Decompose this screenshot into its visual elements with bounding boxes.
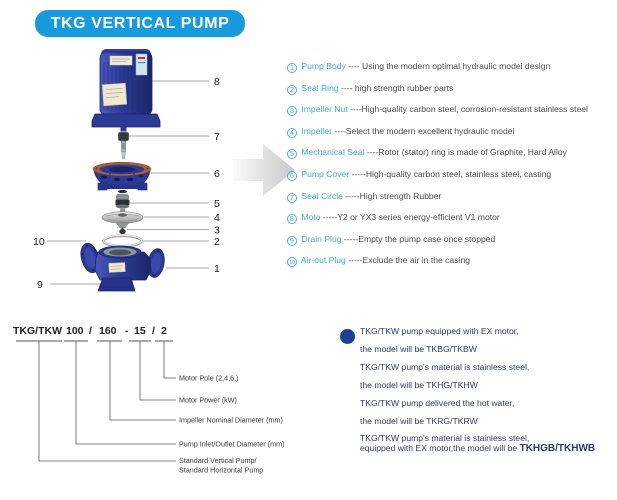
part-number-badge: 4 <box>287 128 297 138</box>
note-line: TKG/TKW pump delivered the hot water, <box>360 398 515 408</box>
motor-nameplate-front <box>102 83 126 106</box>
label-inlet-outlet: Pump Inlet/Outlet Diameter (mm) <box>179 439 285 449</box>
list-item: 7 Seal Circle -----High strength Rubber <box>287 191 615 203</box>
note-line: the model will be TKHG/TKHW <box>360 380 478 390</box>
list-item: 1 Pump Body ---- Using the modern optimal hydraulic model design <box>287 61 615 73</box>
callout-9: 9 <box>37 279 43 291</box>
pump-body-illustration <box>78 241 166 291</box>
part-number-badge: 8 <box>287 214 297 224</box>
callout-3: 3 <box>214 224 220 237</box>
model-impeller-diameter: 160 <box>99 325 117 337</box>
part-number-badge: 5 <box>287 149 297 159</box>
note-line: the model will be TKRG/TKRW <box>360 416 478 426</box>
seal-ring-illustration <box>104 235 142 246</box>
label-standard-horizontal: Standard Horizontal Pump <box>179 465 264 475</box>
callout-4: 4 <box>214 212 220 224</box>
code-connector-lines <box>39 341 176 461</box>
label-standard-vertical: Standard Vertical Pump/ <box>179 456 257 465</box>
highlight-model-code: TKHGB/TKHWB <box>519 443 596 454</box>
model-variant-notes <box>360 326 610 455</box>
note-line: TKG/TKW pump's material is stainless steel, <box>360 362 530 372</box>
list-item: 6 Pump Cover -----High-quality carbon steel, stainless steel, casting <box>287 169 615 181</box>
list-item: 2 Seal Ring ---- high strength rubber parts <box>287 83 615 95</box>
note-line: equipped with EX motor,the model will be TKHGB/TKHWB <box>360 443 596 454</box>
list-item: 4 Impeller ----Select the modern excellent hydraulic model <box>287 126 615 138</box>
model-inlet-diameter: 100 <box>66 325 84 337</box>
model-series: TKG/TKW <box>13 325 62 337</box>
part-number-badge: 9 <box>287 236 297 246</box>
list-item: 5 Mechanical Seal ----Rotor (stator) ring is made of Graphite, Hard Alloy <box>287 147 615 159</box>
part-number-badge: 3 <box>287 106 297 116</box>
part-number-badge: 10 <box>287 257 297 267</box>
callout-8: 8 <box>214 76 220 88</box>
label-motor-pole: Motor Pole (2,4,6,) <box>179 373 239 383</box>
motor-nameplate-top <box>110 56 132 65</box>
impeller-illustration <box>102 209 143 228</box>
model-code <box>13 325 167 337</box>
model-separator: - <box>125 325 129 337</box>
model-separator: / <box>152 325 155 337</box>
note-line: TKG/TKW pump's material is stainless steel, <box>360 432 530 443</box>
mechanical-seal-illustration <box>116 190 130 209</box>
exploded-pump-diagram <box>25 40 310 310</box>
part-number-badge: 7 <box>287 193 297 203</box>
model-separator: / <box>89 325 92 337</box>
note-line: TKG/TKW pump equipped with EX motor, <box>360 326 519 336</box>
list-item: 3 Impeller Nut ----High-quality carbon steel, corrosion-resistant stainless steel <box>287 104 615 116</box>
part-number-badge: 1 <box>287 63 297 73</box>
note-line: the model will be TKBG/TKBW <box>360 344 477 354</box>
bullet-icon <box>340 329 355 344</box>
impeller-nut-illustration <box>119 228 125 235</box>
code-labels <box>179 374 284 475</box>
title-banner <box>35 10 245 37</box>
callout-5: 5 <box>214 198 220 210</box>
callout-1: 1 <box>214 263 220 275</box>
model-motor-pole: 2 <box>161 325 167 337</box>
label-motor-power: Motor Power (kW) <box>179 395 237 405</box>
list-item: 10 Air-out Plug -----Exclude the air in the casing <box>287 255 615 267</box>
callout-2: 2 <box>214 236 220 248</box>
list-item: 8 Moto -----Y2 or YX3 series energy-efficient V1 motor <box>287 212 615 224</box>
flow-arrow-icon <box>233 144 295 196</box>
callout-6: 6 <box>214 168 220 180</box>
part-number-badge: 2 <box>287 85 297 95</box>
part-number-badge: 6 <box>287 171 297 181</box>
drain-foot <box>98 278 135 291</box>
pump-cover-illustration <box>93 162 151 190</box>
list-item: 9 Drain Plug -----Empty the pump case once stopped <box>287 234 615 246</box>
motor-illustration <box>92 49 160 127</box>
callout-10: 10 <box>33 236 45 248</box>
label-impeller-diameter: Impeller Nominal Diameter (mm) <box>179 415 283 425</box>
model-nomenclature-diagram <box>0 315 300 500</box>
callout-7: 7 <box>214 131 220 143</box>
model-motor-power: 15 <box>134 325 146 337</box>
parts-list <box>287 61 615 267</box>
page-title: TKG VERTICAL PUMP <box>50 14 230 32</box>
shaft-illustration <box>119 127 129 159</box>
